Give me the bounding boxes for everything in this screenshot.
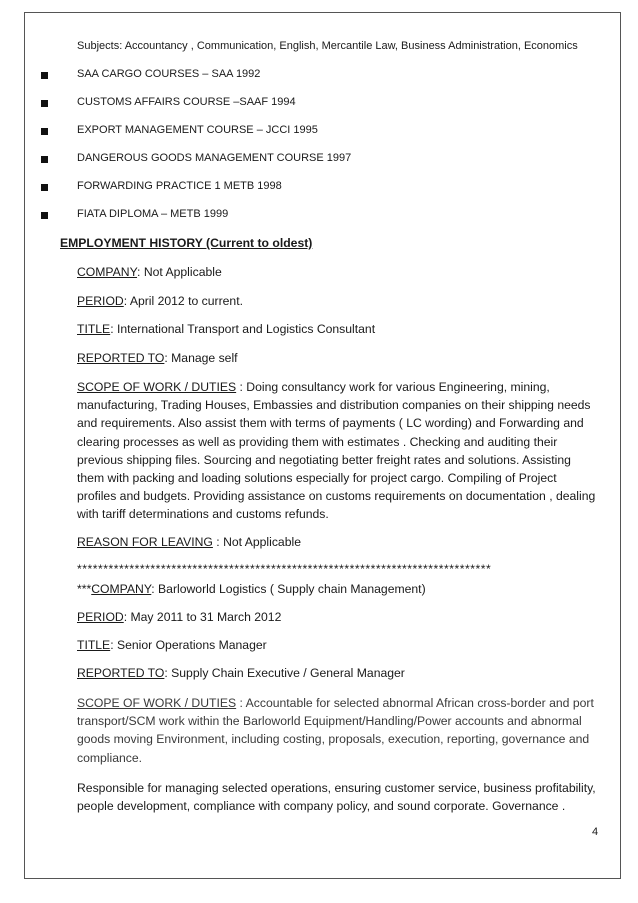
- page-number: 4: [592, 826, 599, 838]
- employment-heading: EMPLOYMENT HISTORY (Current to oldest): [60, 236, 313, 250]
- period-label: PERIOD: [77, 294, 124, 308]
- course-item: DANGEROUS GOODS MANAGEMENT COURSE 1997: [77, 152, 352, 164]
- job1-scope: [77, 378, 597, 524]
- job1-period: [77, 294, 243, 308]
- course-item: CUSTOMS AFFAIRS COURSE –SAAF 1994: [77, 96, 296, 108]
- course-item: EXPORT MANAGEMENT COURSE – JCCI 1995: [77, 124, 318, 136]
- scope-value: : Doing consultancy work for various Engineering, mining, manufacturing, Trading Houses, Embassies and distribution companies on their shipping needs and requirements. Also assist them with terms of payments ( LC wording) and Forwarding and clearing processes as well as providing them with estimates . Checking and auditing their previous shipping files. Sourcing and negotiating better freight rates and solutions. Assisting them with packing and loading solutions especially for project cargo. Compiling of Project profiles and budgets. Providing assistance on customs requirements on documentation , dealing with tariff determinations and customs refunds.: [77, 380, 596, 522]
- separator-line: *******************************************************************************: [77, 562, 492, 576]
- company-prefix: ***: [77, 582, 92, 596]
- reason-value: : Not Applicable: [212, 535, 301, 549]
- company-label: COMPANY: [77, 265, 138, 279]
- bullet-icon: [41, 184, 48, 191]
- scope-value: : Accountable for selected abnormal African cross-border and port transport/SCM work within the Barloworld Equipment/Handling/Power accounts and abnormal goods moving Environment, including costing, proposals, execution, reporting, governance and compliance.: [77, 696, 594, 765]
- course-item: FORWARDING PRACTICE 1 METB 1998: [77, 180, 282, 192]
- bullet-icon: [41, 128, 48, 135]
- job1-reason: [77, 535, 301, 549]
- bullet-icon: [41, 212, 48, 219]
- reported-label: REPORTED TO: [77, 666, 165, 680]
- subjects-line: Subjects: Accountancy , Communication, English, Mercantile Law, Business Administration, Economics: [77, 40, 578, 52]
- title-value: : International Transport and Logistics Consultant: [110, 322, 376, 336]
- company-value: : Not Applicable: [137, 265, 222, 279]
- scope-label: SCOPE OF WORK / DUTIES: [77, 380, 237, 394]
- bullet-icon: [41, 156, 48, 163]
- company-label: COMPANY: [91, 582, 152, 596]
- reason-label: REASON FOR LEAVING: [77, 535, 213, 549]
- job2-title: [77, 638, 267, 652]
- period-label: PERIOD: [77, 610, 124, 624]
- job2-company: [77, 582, 426, 596]
- period-value: : April 2012 to current.: [123, 294, 243, 308]
- company-value: : Barloworld Logistics ( Supply chain Management): [151, 582, 426, 596]
- reported-label: REPORTED TO: [77, 351, 165, 365]
- job1-reported: [77, 351, 238, 365]
- job2-responsible: Responsible for managing selected operations, ensuring customer service, business profitability, people development, compliance with company policy, and sound corporate. Governance .: [77, 781, 596, 814]
- job2-scope: [77, 694, 597, 767]
- bullet-icon: [41, 100, 48, 107]
- bullet-icon: [41, 72, 48, 79]
- job1-title: [77, 322, 375, 336]
- course-item: SAA CARGO COURSES – SAA 1992: [77, 68, 261, 80]
- period-value: : May 2011 to 31 March 2012: [123, 610, 282, 624]
- title-label: TITLE: [77, 638, 111, 652]
- job1-company: [77, 265, 222, 279]
- title-label: TITLE: [77, 322, 111, 336]
- reported-value: : Manage self: [164, 351, 238, 365]
- title-value: : Senior Operations Manager: [110, 638, 267, 652]
- job2-reported: [77, 666, 405, 680]
- scope-label: SCOPE OF WORK / DUTIES: [77, 696, 237, 710]
- job2-period: [77, 610, 281, 624]
- reported-value: : Supply Chain Executive / General Manager: [164, 666, 405, 680]
- course-item: FIATA DIPLOMA – METB 1999: [77, 208, 229, 220]
